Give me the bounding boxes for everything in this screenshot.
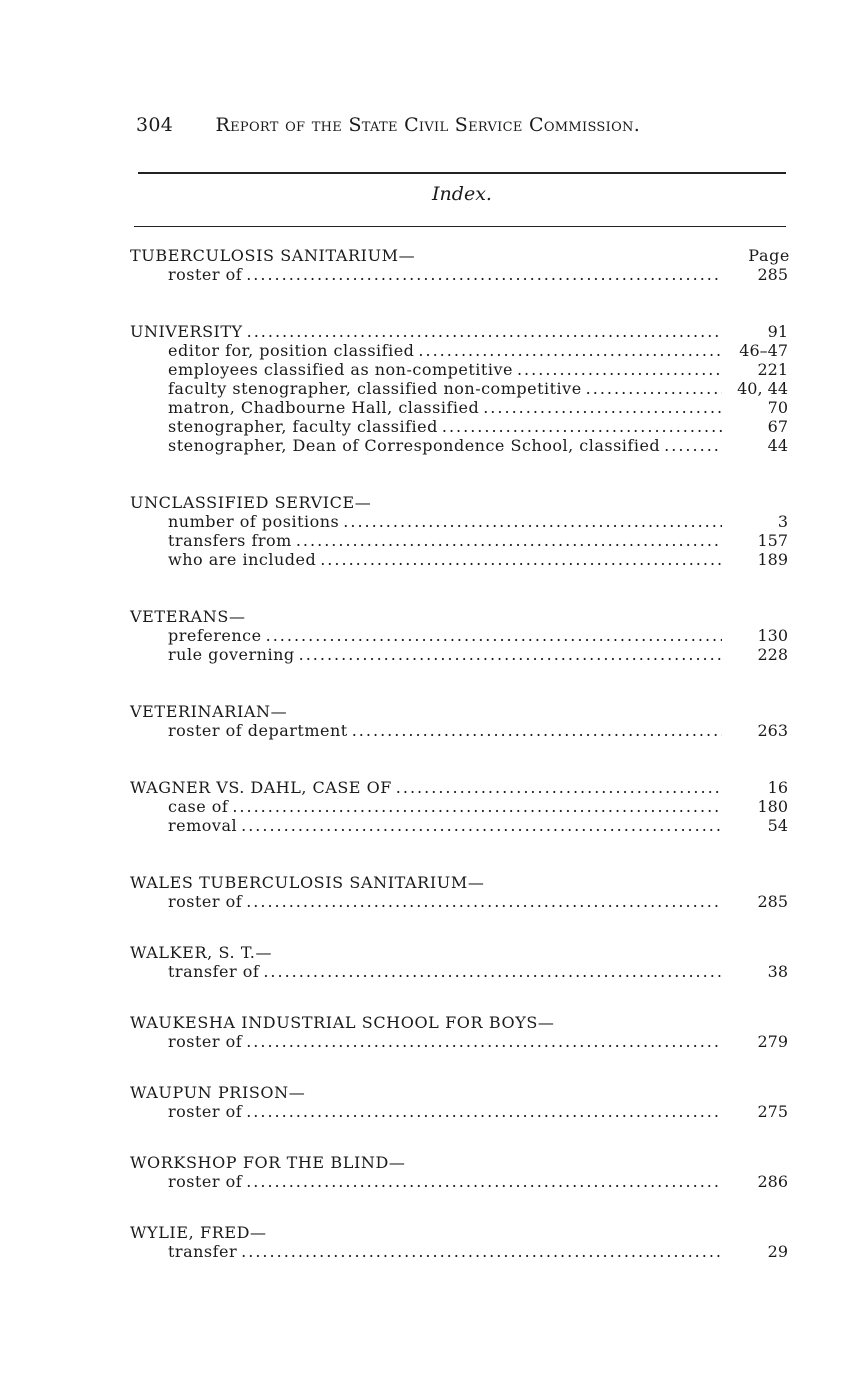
subentry-label: transfer — [168, 1242, 238, 1261]
entry-heading: UNCLASSIFIED SERVICE— — [130, 493, 372, 512]
index-entry — [130, 702, 790, 740]
subentry-label: roster of — [168, 1102, 243, 1121]
index-entry — [130, 1223, 790, 1261]
subentry-page: 275 — [757, 1102, 788, 1121]
dot-leader — [320, 550, 722, 569]
entry-spacer — [130, 455, 790, 493]
dot-leader — [483, 398, 722, 417]
subentry-label: transfer of — [168, 962, 260, 981]
entry-spacer — [130, 1051, 790, 1083]
subentry-page: 285 — [757, 892, 788, 911]
subentry-label: rule governing — [168, 645, 295, 664]
subentry-label: roster of — [168, 1032, 243, 1051]
entry-heading: VETERINARIAN— — [130, 702, 288, 721]
entry-page: 16 — [767, 778, 788, 797]
dot-leader — [343, 512, 722, 531]
entry-heading-row — [130, 322, 790, 341]
index-entry — [130, 607, 790, 664]
subentry-page: 286 — [757, 1172, 788, 1191]
subentry-page: 3 — [777, 512, 788, 531]
subentry-row — [130, 341, 790, 360]
dot-leader — [246, 1102, 722, 1121]
entry-heading: WYLIE, FRED— — [130, 1223, 267, 1242]
subentry-row — [130, 550, 790, 569]
index-rule — [134, 226, 786, 227]
dot-leader — [299, 645, 722, 664]
subentry-page: 70 — [767, 398, 788, 417]
subentry-label: who are included — [168, 550, 317, 569]
subentry-page: 263 — [757, 721, 788, 740]
page-number: 304 — [136, 114, 174, 136]
dot-leader — [263, 962, 722, 981]
running-header — [136, 114, 786, 136]
subentry-row — [130, 645, 790, 664]
subentry-label: employees classified as non-competitive — [168, 360, 513, 379]
index-entry — [130, 1083, 790, 1121]
subentry-label: stenographer, Dean of Correspondence School, classified — [168, 436, 661, 455]
entry-spacer — [130, 284, 790, 322]
entry-heading: TUBERCULOSIS SANITARIUM— Page — [130, 246, 790, 265]
dot-leader — [664, 436, 722, 455]
dot-leader — [246, 1172, 722, 1191]
subentry-page: 130 — [757, 626, 788, 645]
subentry-row — [130, 962, 790, 981]
running-title: Report of the State Civil Service Commission. — [215, 114, 641, 136]
entry-heading: WAUKESHA INDUSTRIAL SCHOOL FOR BOYS— — [130, 1013, 555, 1032]
subentry-row — [130, 379, 790, 398]
dot-leader — [442, 417, 722, 436]
dot-leader — [246, 265, 722, 284]
entry-spacer — [130, 664, 790, 702]
subentry-label: stenographer, faculty classified — [168, 417, 438, 436]
dot-leader — [247, 322, 722, 341]
header-rule — [138, 172, 786, 174]
entry-heading: VETERANS— — [130, 607, 246, 626]
subentry-row — [130, 531, 790, 550]
entry-heading: WALES TUBERCULOSIS SANITARIUM— — [130, 873, 485, 892]
index-entry — [130, 322, 790, 455]
entry-heading: WORKSHOP FOR THE BLIND— — [130, 1153, 406, 1172]
subentry-label: number of positions — [168, 512, 340, 531]
dot-leader — [241, 816, 722, 835]
entry-heading: WAUPUN PRISON— — [130, 1083, 306, 1102]
index-entries — [130, 246, 790, 1261]
subentry-label: transfers from — [168, 531, 292, 550]
subentry-page: 189 — [757, 550, 788, 569]
subentry-row — [130, 436, 790, 455]
subentry-page: 180 — [757, 797, 788, 816]
index-title: Index. — [432, 183, 492, 205]
subentry-label: removal — [168, 816, 238, 835]
subentry-page: 54 — [767, 816, 788, 835]
dot-leader — [241, 1242, 722, 1261]
entry-spacer — [130, 740, 790, 778]
index-entry — [130, 1153, 790, 1191]
subentry-row — [130, 1032, 790, 1051]
subentry-label: case of — [168, 797, 229, 816]
subentry-row — [130, 1242, 790, 1261]
index-entry — [130, 778, 790, 835]
dot-leader — [246, 1032, 722, 1051]
subentry-row — [130, 417, 790, 436]
subentry-row — [130, 816, 790, 835]
dot-leader — [517, 360, 722, 379]
subentry-page: 67 — [767, 417, 788, 436]
subentry-label: editor for, position classified — [168, 341, 415, 360]
dot-leader — [232, 797, 722, 816]
index-entry — [130, 246, 790, 284]
index-entry — [130, 493, 790, 569]
dot-leader — [418, 341, 722, 360]
subentry-page: 40, 44 — [737, 379, 788, 398]
subentry-page: 285 — [757, 265, 788, 284]
subentry-label: faculty stenographer, classified non-competitive — [168, 379, 582, 398]
subentry-page: 279 — [757, 1032, 788, 1051]
dot-leader — [352, 721, 722, 740]
subentry-row — [130, 797, 790, 816]
entry-spacer — [130, 1121, 790, 1153]
entry-page: 91 — [767, 322, 788, 341]
subentry-row — [130, 892, 790, 911]
entry-heading-row — [130, 778, 790, 797]
entry-spacer — [130, 981, 790, 1013]
subentry-row — [130, 360, 790, 379]
entry-spacer — [130, 1191, 790, 1223]
subentry-page: 46–47 — [739, 341, 788, 360]
subentry-row — [130, 265, 790, 284]
subentry-row — [130, 398, 790, 417]
dot-leader — [246, 892, 722, 911]
subentry-page: 157 — [757, 531, 788, 550]
entry-heading: WALKER, S. T.— — [130, 943, 273, 962]
dot-leader — [396, 778, 722, 797]
entry-spacer — [130, 835, 790, 873]
subentry-page: 44 — [767, 436, 788, 455]
subentry-row — [130, 626, 790, 645]
entry-heading: UNIVERSITY — [130, 322, 243, 341]
subentry-page: 228 — [757, 645, 788, 664]
subentry-page: 221 — [757, 360, 788, 379]
entry-spacer — [130, 569, 790, 607]
subentry-row — [130, 1172, 790, 1191]
subentry-row — [130, 512, 790, 531]
subentry-label: roster of — [168, 892, 243, 911]
subentry-label: preference — [168, 626, 262, 645]
subentry-label: roster of — [168, 1172, 243, 1191]
subentry-label: roster of department — [168, 721, 348, 740]
dot-leader — [266, 626, 722, 645]
subentry-label: roster of — [168, 265, 243, 284]
subentry-row — [130, 1102, 790, 1121]
entry-heading: WAGNER VS. DAHL, CASE OF — [130, 778, 392, 797]
subentry-page: 29 — [767, 1242, 788, 1261]
entry-spacer — [130, 911, 790, 943]
subentry-label: matron, Chadbourne Hall, classified — [168, 398, 480, 417]
index-entry — [130, 873, 790, 911]
index-entry — [130, 943, 790, 981]
page-column-label: Page — [748, 246, 790, 265]
dot-leader — [586, 379, 722, 398]
subentry-row — [130, 721, 790, 740]
subentry-page: 38 — [767, 962, 788, 981]
dot-leader — [296, 531, 722, 550]
index-entry — [130, 1013, 790, 1051]
